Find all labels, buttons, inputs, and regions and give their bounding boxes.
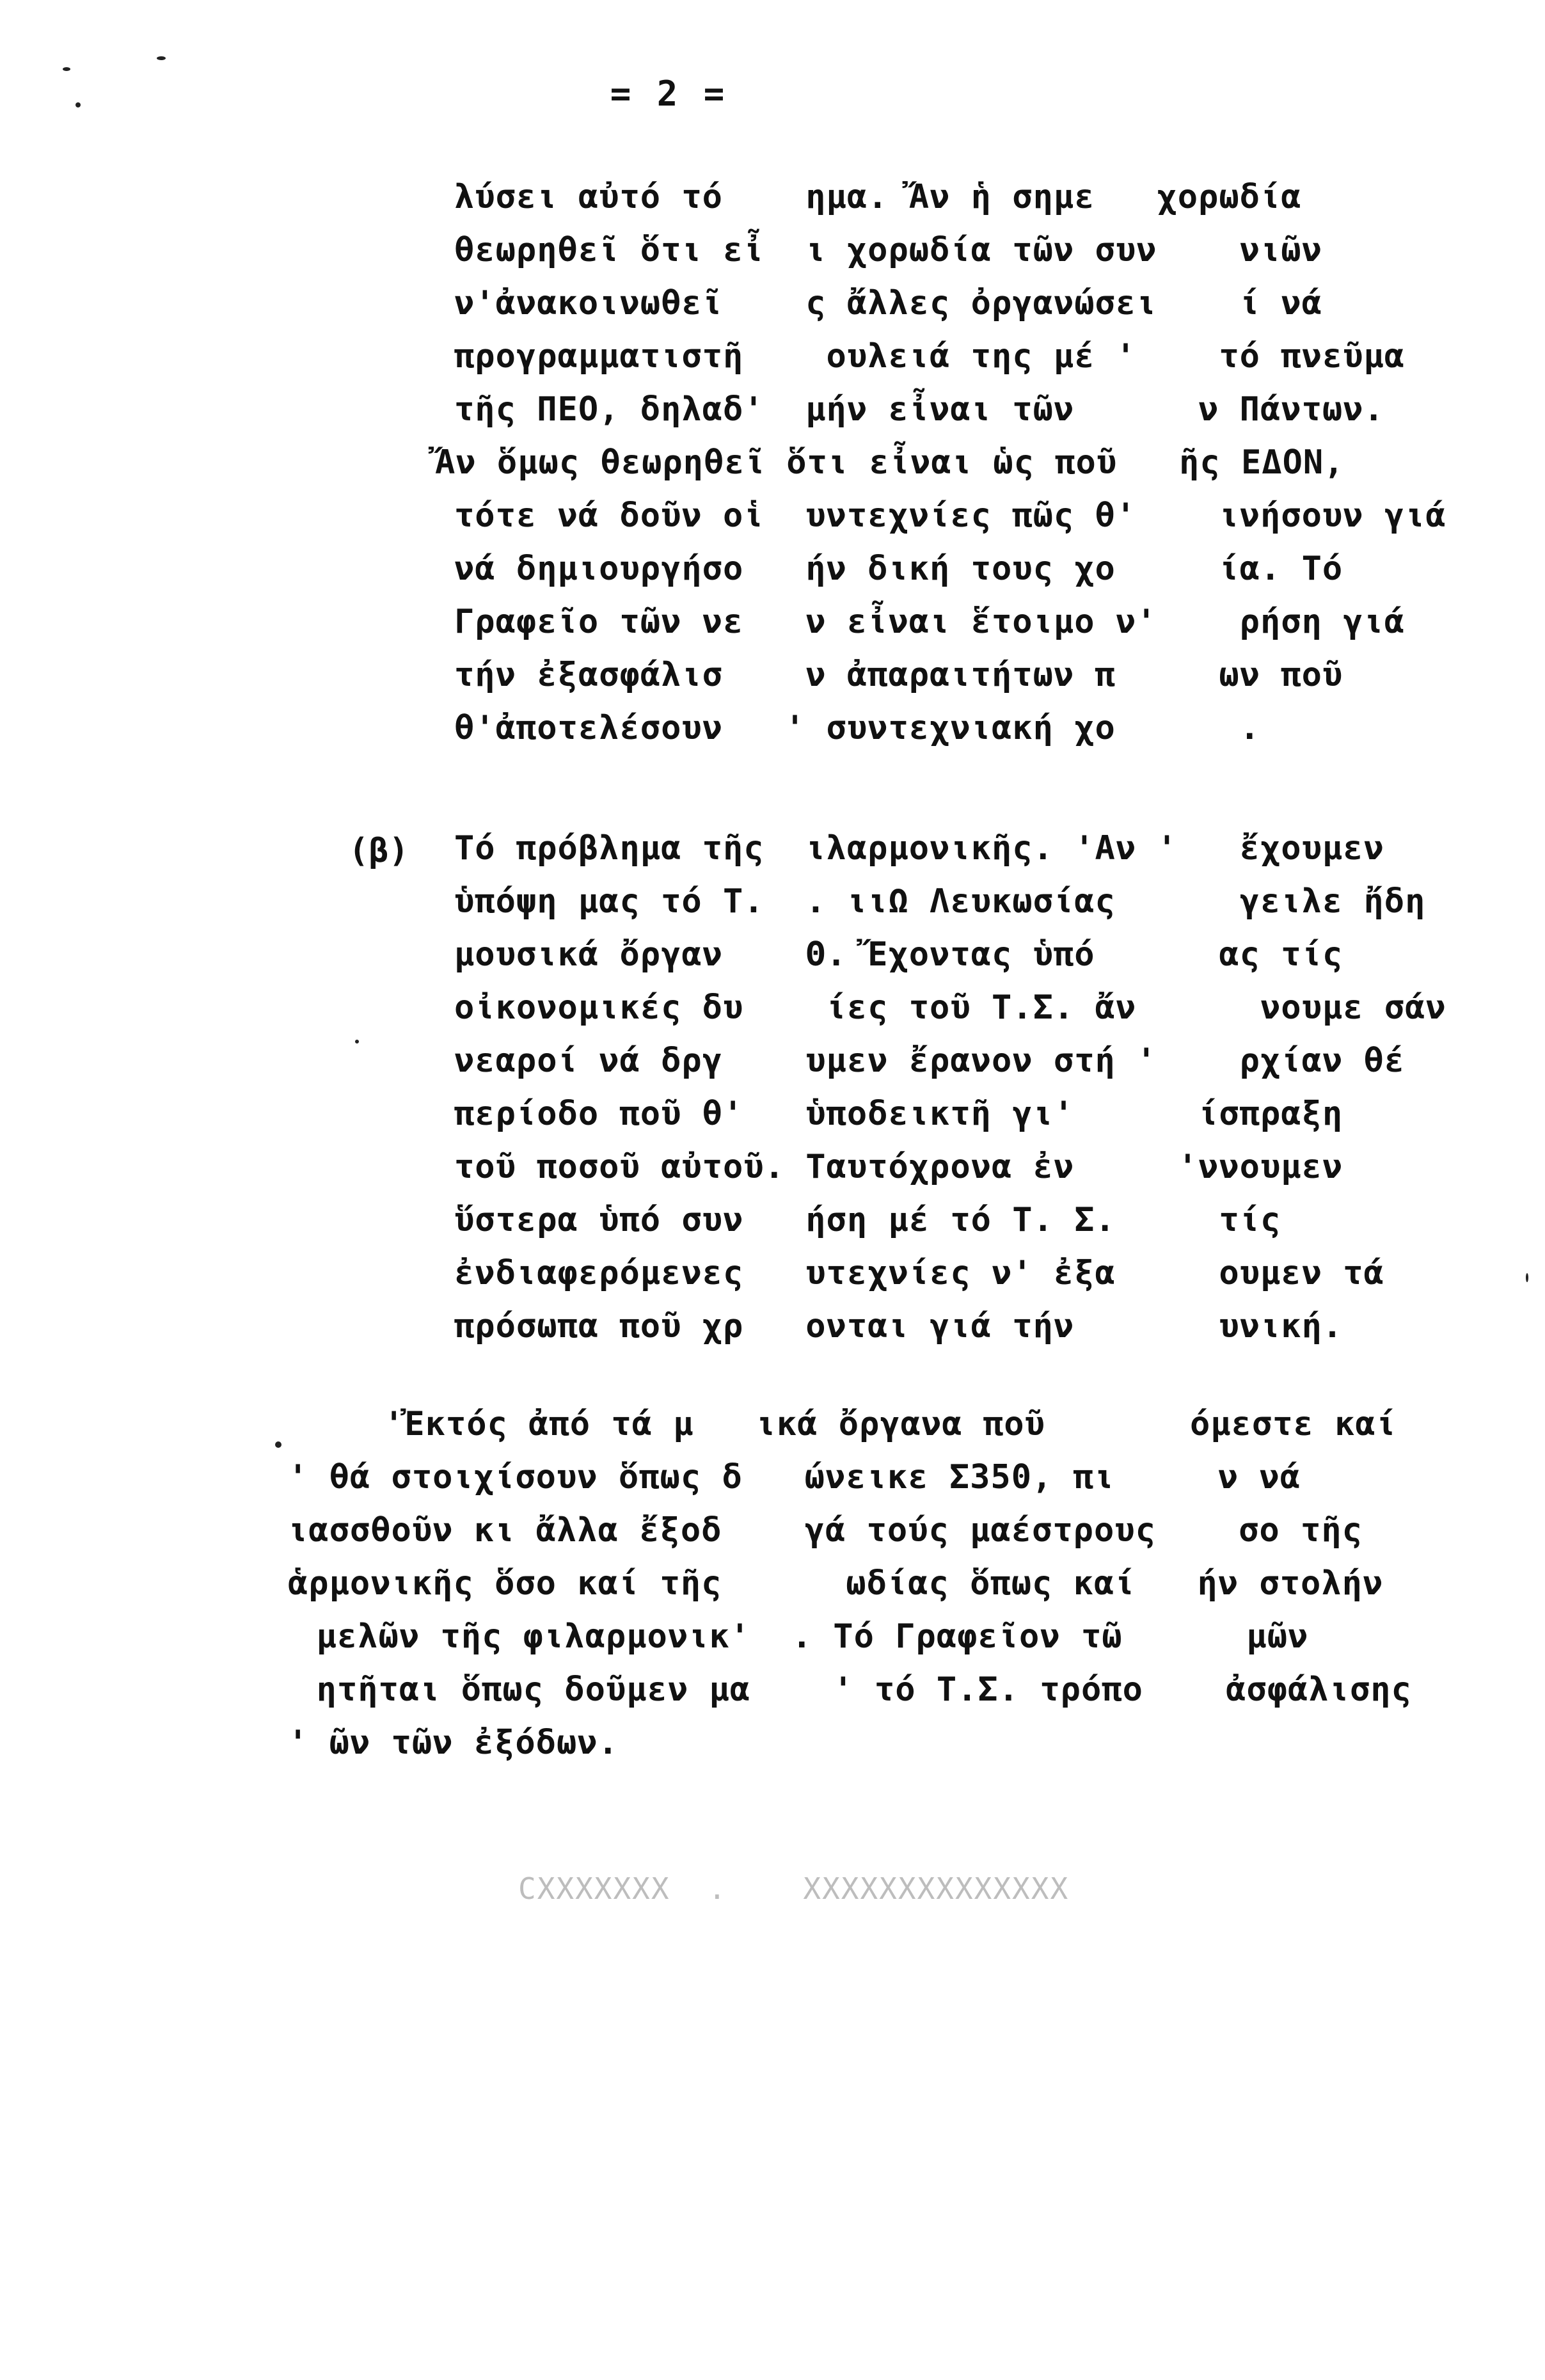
text-line: νεαροί νά δργ υμεν ἔρανον στή ' ρχίαν θέ bbox=[454, 1042, 1406, 1080]
text-line: ιασσθοῦν κι ἄλλα ἔξοδ γά τούς μαέστρους σο τῆς bbox=[288, 1511, 1363, 1550]
text-line: ἁρμονικῆς ὅσο καί τῆς ωδίας ὅπως καί ήν στολήν bbox=[288, 1564, 1384, 1603]
text-line: νά δημιουργήσο ήν δική τους χο ία. Τό bbox=[454, 550, 1343, 588]
text-line: μουσικά ὄργαν Θ. Ἔχοντας ὑπό ας τίς bbox=[454, 935, 1343, 974]
text-line: τήν ἐξασφάλισ ν ἀπαραιτήτων π ων ποῦ bbox=[454, 656, 1343, 694]
text-line: ὕστερα ὑπό συν ήση μέ τό Τ. Σ. τίς bbox=[454, 1201, 1281, 1239]
scan-speck bbox=[1526, 1273, 1528, 1282]
text-line: ἐνδιαφερόμενες υτεχνίες ν' ἐξα ουμεν τά bbox=[454, 1254, 1384, 1292]
text-line: θεωρηθεῖ ὅτι εἶ ι χορωδία τῶν συν νιῶν bbox=[454, 231, 1322, 269]
page-number: = 2 = bbox=[610, 74, 727, 114]
scan-speck bbox=[355, 1040, 359, 1043]
scan-speck bbox=[63, 67, 70, 71]
scan-speck bbox=[275, 1441, 281, 1448]
text-line: ' ῶν τῶν ἐξόδων. bbox=[288, 1724, 619, 1762]
text-line: ν'ἀνακοινωθεῖ ς ἄλλες ὀργανώσει ί νά bbox=[454, 284, 1322, 322]
text-line: τοῦ ποσοῦ αὐτοῦ. Ταυτόχρονα ἐν 'ννουμεν bbox=[454, 1148, 1343, 1186]
text-line: 'Ἐκτός ἀπό τά μ ικά ὄργανα ποῦ όμεστε καί bbox=[384, 1405, 1397, 1443]
text-line: πρόσωπα ποῦ χρ ονται γιά τήν υνική. bbox=[454, 1307, 1343, 1345]
text-line: Τό πρόβλημα τῆς ιλαρμονικῆς. 'Αν ' ἔχουμεν bbox=[454, 829, 1384, 868]
text-line: μελῶν τῆς φιλαρμονικ' . Τό Γραφεῖον τῶ μῶν bbox=[275, 1617, 1309, 1656]
scan-speck bbox=[157, 56, 166, 60]
text-line: τότε νά δοῦν οἱ υντεχνίες πῶς θ' ινήσουν γιά bbox=[454, 496, 1446, 535]
section-marker: (β) bbox=[349, 832, 409, 870]
text-line: προγραμματιστῆ ουλειά της μέ ' τό πνεῦμα bbox=[454, 337, 1406, 376]
text-line: λύσει αὐτό τό ημα. Ἄν ἡ σημε χορωδία bbox=[454, 178, 1302, 216]
scan-speck bbox=[75, 102, 81, 107]
text-line: τῆς ΠΕΟ, δηλαδ' μήν εἶναι τῶν ν Πάντων. bbox=[454, 390, 1384, 429]
text-line: ' θά στοιχίσουν ὅπως δ ώνεικε Σ350, πι ν νά bbox=[288, 1458, 1301, 1496]
text-line: περίοδο ποῦ θ' ὑποδεικτῆ γι' ίσπραξη bbox=[454, 1095, 1343, 1133]
text-line: οἰκονομικές δυ ίες τοῦ Τ.Σ. ἄν νουμε σάν bbox=[454, 988, 1446, 1027]
footer-rule: CXXXXXXX . XXXXXXXXXXXXXX bbox=[518, 1871, 1070, 1906]
text-line: ὑπόψη μας τό Τ. . ιιΩ Λευκωσίας γειλε ἤδη bbox=[454, 882, 1426, 921]
text-line: Ἄν ὅμως θεωρηθεῖ ὅτι εἶναι ὡς ποῦ ῆς ΕΔΟΝ, bbox=[435, 443, 1345, 482]
text-line: θ'ἀποτελέσουν ' συντεχνιακή χο . bbox=[454, 709, 1260, 747]
text-line: ητῆται ὅπως δοῦμεν μα ' τό Τ.Σ. τρόπο ἀσφάλισης bbox=[275, 1670, 1412, 1709]
text-line: Γραφεῖο τῶν νε ν εἶναι ἕτοιμο ν' ρήση γιά bbox=[454, 603, 1406, 641]
